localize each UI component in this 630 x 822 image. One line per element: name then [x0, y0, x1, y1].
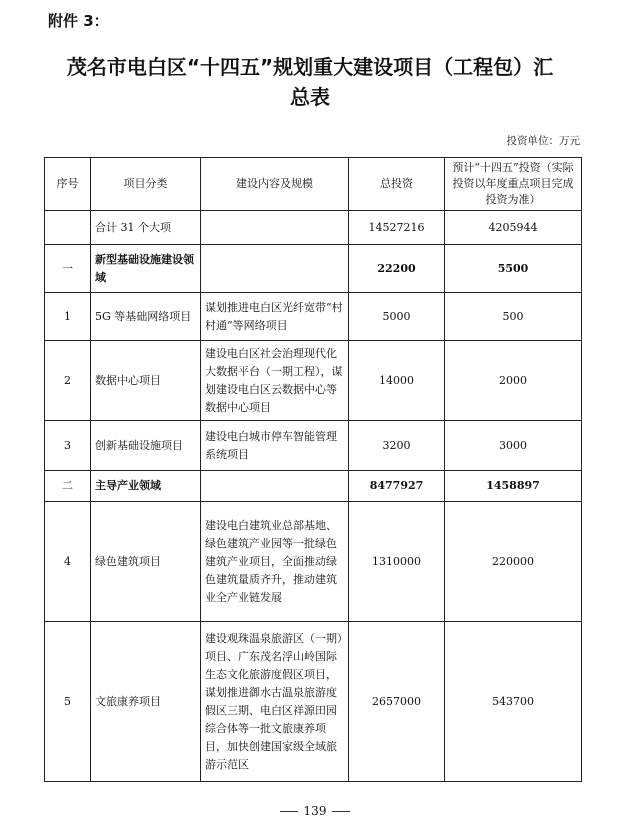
header-content: 建设内容及规模	[201, 158, 349, 211]
row-planned: 5500	[445, 245, 582, 293]
row-category: 新型基础设施建设领域	[91, 245, 201, 293]
row-content: 建设电白城市停车智能管理系统项目	[201, 421, 349, 471]
row-planned: 543700	[445, 622, 582, 782]
header-index: 序号	[45, 158, 91, 211]
row-index: 3	[45, 421, 91, 471]
row-content	[201, 471, 349, 502]
title-line-2: 总表	[290, 85, 330, 109]
header-row	[45, 158, 582, 211]
row-category: 文旅康养项目	[91, 622, 201, 782]
row-content: 建设电白建筑业总部基地、绿色建筑产业园等一批绿色建筑产业项目，全面推动绿色建筑量质齐升，推动建筑业全产业链发展	[201, 502, 349, 622]
summary-content	[201, 211, 349, 245]
row-total: 8477927	[349, 471, 445, 502]
row-index: 1	[45, 293, 91, 341]
table-row	[45, 622, 582, 782]
row-category: 创新基础设施项目	[91, 421, 201, 471]
page-dash-left	[280, 811, 298, 812]
table-row	[45, 341, 582, 421]
row-index: 2	[45, 341, 91, 421]
row-index: 一	[45, 245, 91, 293]
row-total: 1310000	[349, 502, 445, 622]
row-planned: 500	[445, 293, 582, 341]
table-row	[45, 421, 582, 471]
summary-planned: 4205944	[445, 211, 582, 245]
table-row	[45, 502, 582, 622]
header-category: 项目分类	[91, 158, 201, 211]
row-category: 数据中心项目	[91, 341, 201, 421]
row-planned: 220000	[445, 502, 582, 622]
row-total: 22200	[349, 245, 445, 293]
row-total: 2657000	[349, 622, 445, 782]
row-content	[201, 245, 349, 293]
attachment-label: 附件 3：	[48, 12, 109, 30]
header-total: 总投资	[349, 158, 445, 211]
table-row	[45, 293, 582, 341]
summary-label: 合计 31 个大项	[91, 211, 201, 245]
row-total: 5000	[349, 293, 445, 341]
row-content: 谋划推进电白区光纤宽带“村村通”等网络项目	[201, 293, 349, 341]
table-row	[45, 245, 582, 293]
summary-total: 14527216	[349, 211, 445, 245]
row-total: 3200	[349, 421, 445, 471]
row-category: 5G 等基础网络项目	[91, 293, 201, 341]
row-total: 14000	[349, 341, 445, 421]
row-content: 建设观珠温泉旅游区（一期）项目、广东茂名浮山岭国际生态文化旅游度假区项目，谋划推进御水古温泉旅游度假区三期、电白区祥源田园综合体等一批文旅康养项目，加快创建国家级全域旅游示范区	[201, 622, 349, 782]
row-planned: 3000	[445, 421, 582, 471]
unit-note: 投资单位：万元	[506, 135, 580, 147]
row-planned: 2000	[445, 341, 582, 421]
summary-row	[45, 211, 582, 245]
row-index: 5	[45, 622, 91, 782]
row-planned: 1458897	[445, 471, 582, 502]
row-index: 4	[45, 502, 91, 622]
row-content: 建设电白区社会治理现代化大数据平台（一期工程），谋划建设电白区云数据中心等数据中心项目	[201, 341, 349, 421]
page-dash-right	[332, 811, 350, 812]
title-line-1: 茂名市电白区“十四五”规划重大建设项目（工程包）汇	[66, 55, 554, 79]
row-index: 二	[45, 471, 91, 502]
table-row	[45, 471, 582, 502]
page-number-value: 139	[303, 804, 327, 818]
page-title	[40, 52, 580, 112]
summary-index	[45, 211, 91, 245]
row-category: 主导产业领域	[91, 471, 201, 502]
row-category: 绿色建筑项目	[91, 502, 201, 622]
page-number	[0, 804, 630, 818]
project-summary-table	[44, 157, 582, 782]
header-planned: 预计“十四五”投资（实际投资以年度重点项目完成投资为准）	[445, 158, 582, 211]
